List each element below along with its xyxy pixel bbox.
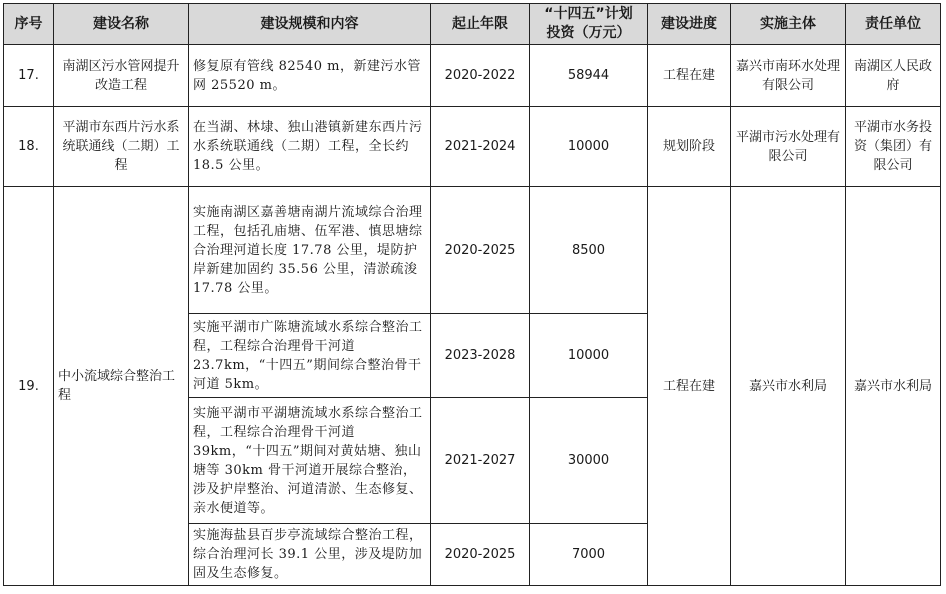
row-name: 南湖区污水管网提升改造工程: [54, 45, 189, 107]
row-seq: 17.: [4, 45, 54, 107]
row-implementer: 嘉兴市南环水处理有限公司: [731, 45, 846, 107]
subproject-investment: 30000: [530, 398, 648, 524]
row-name: 中小流域综合整治工程: [54, 187, 189, 586]
row-scope: 在当湖、林埭、独山港镇新建东西片污水系统联通线（二期）工程，全长约 18.5 公里。: [189, 107, 431, 187]
header-implementer: 实施主体: [731, 4, 846, 45]
row-scope: 修复原有管线 82540 m，新建污水管网 25520 m。: [189, 45, 431, 107]
subproject-investment: 10000: [530, 314, 648, 398]
subproject-scope: 实施平湖市广陈塘流域水系综合整治工程，工程综合治理骨干河道 23.7km，“十四五”期间综合整治骨干河道 5km。: [189, 314, 431, 398]
row-responsible: 平湖市水务投资（集团）有限公司: [846, 107, 941, 187]
row-name: 平湖市东西片污水系统联通线（二期）工程: [54, 107, 189, 187]
header-scope: 建设规模和内容: [189, 4, 431, 45]
project-table: [3, 3, 941, 586]
subproject-period: 2020-2025: [431, 187, 530, 314]
subproject-period: 2023-2028: [431, 314, 530, 398]
row-progress: 规划阶段: [648, 107, 731, 187]
table-row: [4, 45, 941, 107]
header-seq: 序号: [4, 4, 54, 45]
header-investment-line2: 投资（万元）: [546, 25, 631, 41]
subproject-period: 2020-2025: [431, 524, 530, 586]
row-investment: 10000: [530, 107, 648, 187]
subproject-scope: 实施南湖区嘉善塘南湖片流域综合治理工程，包括孔庙塘、伍军港、慎思塘综合治理河道长度 17.78 公里，堤防护岸新建加固约 35.56 公里，清淤疏浚 17.78 公里。: [189, 187, 431, 314]
header-row: [4, 4, 941, 45]
table-row: [4, 107, 941, 187]
header-name: 建设名称: [54, 4, 189, 45]
row-progress: 工程在建: [648, 187, 731, 586]
subproject-scope: 实施海盐县百步亭流域综合整治工程，综合治理河长 39.1 公里，涉及堤防加固及生态修复。: [189, 524, 431, 586]
row-responsible: 嘉兴市水利局: [846, 187, 941, 586]
row-implementer: 平湖市污水处理有限公司: [731, 107, 846, 187]
header-responsible: 责任单位: [846, 4, 941, 45]
subproject-investment: 7000: [530, 524, 648, 586]
row-period: 2020-2022: [431, 45, 530, 107]
row-seq: 18.: [4, 107, 54, 187]
row-responsible: 南湖区人民政府: [846, 45, 941, 107]
row-seq: 19.: [4, 187, 54, 586]
subproject-investment: 8500: [530, 187, 648, 314]
row-period: 2021-2024: [431, 107, 530, 187]
header-period: 起止年限: [431, 4, 530, 45]
header-investment-line1: “十四五”计划: [544, 6, 633, 22]
row-progress: 工程在建: [648, 45, 731, 107]
row-investment: 58944: [530, 45, 648, 107]
subproject-period: 2021-2027: [431, 398, 530, 524]
header-progress: 建设进度: [648, 4, 731, 45]
table-row: [4, 187, 941, 314]
header-investment: [530, 4, 648, 45]
subproject-scope: 实施平湖市平湖塘流域水系综合整治工程，工程综合治理骨干河道 39km，“十四五”期间对黄姑塘、独山塘等 30km 骨干河道开展综合整治，涉及护岸整治、河道清淤、生态修复、亲水便道等。: [189, 398, 431, 524]
row-implementer: 嘉兴市水利局: [731, 187, 846, 586]
